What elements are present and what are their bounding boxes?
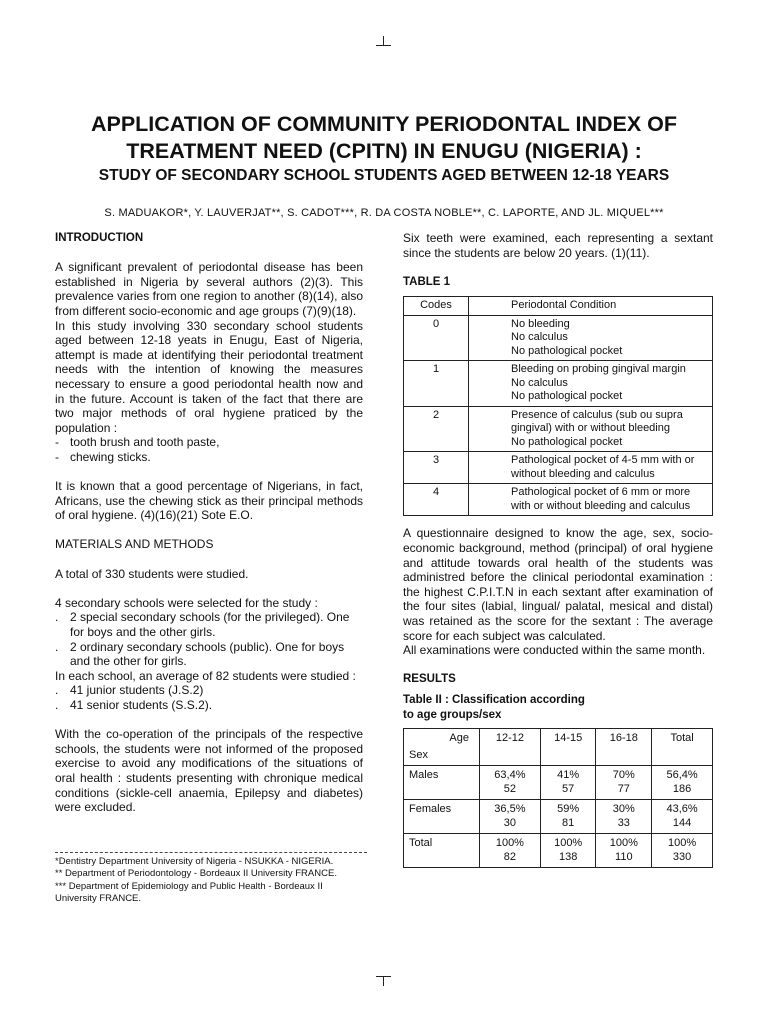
footnote-3: *** Department of Epidemiology and Public Health - Bordeaux II University FRANCE. [55,880,323,905]
table2 [403,728,713,868]
cell-percent: 56,4% [666,769,698,782]
crop-mark-top [383,36,384,46]
cell-count: 330 [672,850,692,863]
cell-percent: 100% [554,837,583,850]
table-cell [652,800,713,834]
table-row [404,766,713,800]
mm-paragraph-1: A total of 330 students were studied. [55,566,249,581]
list-bullet: . [55,698,59,712]
table-cell-code: 3 [404,452,469,484]
list-item [55,610,363,639]
footnote-2: ** Department of Periodontology - Bordeaux II University FRANCE. [55,868,337,880]
condition-line: No calculus [511,331,568,344]
table-row [404,834,713,868]
mm-paragraph-4: With the co-operation of the principals of the respective schools, the students were not informed of the proposed exercise to avoid any modifications of the situations of oral health : students presenting with chronique medical conditions (sickle-cell anaemia, Epilepsy and diabetes) were excluded. [55,727,363,815]
condition-line: Presence of calculus (sub ou supra [511,408,683,421]
table-cell [596,834,652,868]
results-heading: RESULTS [403,673,456,686]
mm-paragraph-2: 4 secondary schools were selected for the study : [55,595,318,610]
cell-count: 57 [562,782,575,795]
cell-percent: 43,6% [666,803,698,816]
table-row [404,406,713,452]
table-cell-condition [469,452,713,484]
list-bullet: . [55,610,59,625]
cell-count: 82 [503,850,517,863]
table-cell-condition [469,361,713,407]
list-bullet: . [55,683,59,698]
condition-line: No pathological pocket [511,344,623,357]
table-header-cell: Total [652,729,713,766]
list-item [55,640,363,669]
condition-line: Pathological pocket of 6 mm or more [511,486,691,499]
footnotes [55,852,367,906]
table-header-cell: 16-18 [596,729,652,766]
cell-count: 77 [617,782,630,795]
table-cell [540,800,596,834]
table-cell-code: 4 [404,484,469,516]
left-column [55,231,363,815]
condition-line: No calculus [511,376,568,389]
cell-percent: 100% [495,837,524,850]
table-cell [652,834,713,868]
materials-methods-heading: MATERIALS AND METHODS [55,537,214,552]
cell-percent: 100% [609,837,638,850]
cell-percent: 100% [668,837,697,850]
table-header-cell: Periodontal Condition [511,299,617,312]
method-tooth-brush: tooth brush and tooth paste, [70,435,220,450]
cell-percent: 63,4% [494,769,526,782]
condition-line: Bleeding on probing gingival margin [511,363,686,376]
table-cell [480,766,541,800]
list-bullet: - [55,449,59,464]
corner-sex-label: Sex [409,748,428,761]
table-cell [480,834,541,868]
table-cell-condition [469,484,713,516]
mm-paragraph-3: In each school, an average of 82 students were studied : [55,668,356,683]
table-cell-code: 2 [404,406,469,452]
condition-line: No pathological pocket [511,435,623,448]
right-column [403,231,713,868]
paper-subtitle: STUDY OF SECONDARY SCHOOL STUDENTS AGED BETWEEN 12-18 YEARS [98,167,670,184]
method-chewing-sticks: chewing sticks. [70,449,151,464]
table-row [404,800,713,834]
paper-title: APPLICATION OF COMMUNITY PERIODONTAL INDEX OF TREATMENT NEED (CPITN) IN ENUGU (NIGERIA) : [90,112,678,163]
table-cell [540,766,596,800]
table-cell-condition [469,315,713,361]
table-header-row [404,729,713,766]
intro-paragraph-1: A significant prevalent of periodontal disease has been established in Nigeria by several authors (2)(3). This prevalence varies from one region to another (8)(14), also from different socio-economic and age groups (7)(9)(18). [55,260,363,318]
table1 [403,296,713,516]
school-ordinary: 2 ordinary secondary schools (public). One for boys and the other for girls. [70,639,345,669]
list-item [55,450,363,465]
footnote-1: *Dentistry Department University of Nigeria - NSUKKA - NIGERIA. [55,856,334,867]
cell-count: 186 [672,782,692,795]
cell-count: 138 [558,850,578,863]
intro-paragraph-3: It is known that a good percentage of Nigerians, in fact, Africans, use the chewing stick as their principal methods of oral hygiene. (4)(16)(21) Sote E.O. [55,479,363,523]
crop-mark-bottom [383,976,384,986]
table2-title-line-2: to age groups/sex [403,708,502,721]
table-row [404,361,713,407]
group-senior: 41 senior students (S.S.2). [70,698,213,712]
group-junior: 41 junior students (J.S.2) [70,683,204,698]
table-header-cell: Codes [404,297,469,316]
intro-paragraph-2: In this study involving 330 secondary school students aged between 12-18 yeats in Enugu, East of Nigeria, attempt is made at identifying their periodontal treatment needs with the intention of knowing the measures necessary to ensure a good periodontal health now and in the future. Account is taken of the fact that there are two major methods of oral hygiene praticed by the population : [55,318,363,435]
right-paragraph-2: A questionnaire designed to know the age, sex, socio-economic background, method (principal) of oral hygiene and attitude towards oral health of the students was administred before the clinical periodontal examination : the highest C.P.I.T.N in each sextant after examination of the four sites (labial, lingual/ palatal, mesical and distal) was retained as the score for the sextant : The average score for each subject was calculated. [403,526,713,643]
cell-percent: 59% [557,803,580,816]
corner-age-label: Age [449,732,469,745]
list-item [55,698,363,713]
cell-percent: 70% [612,769,635,782]
table-row [404,315,713,361]
table-row-label: Total [404,834,480,868]
table-corner-cell [404,729,480,766]
table-row-label: Males [404,766,480,800]
school-special: 2 special secondary schools (for the privileged). One for boys and the other girls. [70,610,350,640]
cell-percent: 30% [612,803,635,816]
introduction-heading: INTRODUCTION [55,232,144,244]
table-cell [480,800,541,834]
table-row [404,484,713,516]
cell-percent: 41% [557,769,580,782]
cell-count: 110 [615,850,633,863]
condition-line: gingival) with or without bleeding [511,422,670,435]
table-header-cell: 12-12 [480,729,541,766]
table-cell [596,766,652,800]
table1-title: TABLE 1 [403,275,451,288]
list-item [55,435,363,450]
list-bullet: . [55,639,59,654]
table2-title-line-1: Table II : Classification according [403,693,585,706]
table-header-cell: 14-15 [540,729,596,766]
table-cell [652,766,713,800]
condition-line: No pathological pocket [511,390,623,403]
table-row-label: Females [404,800,480,834]
condition-line: with or without bleeding and calculus [511,499,691,512]
table-cell [596,800,652,834]
condition-line: without bleeding and calculus [511,467,655,480]
right-paragraph-3: All examinations were conducted within the same month. [403,643,706,658]
cell-count: 30 [503,816,517,829]
table-cell-condition [469,406,713,452]
table-row [404,452,713,484]
cell-count: 144 [672,816,692,829]
list-bullet: - [55,435,59,450]
table-header-row [404,297,713,316]
table-cell [540,834,596,868]
condition-line: Pathological pocket of 4-5 mm with or [511,454,695,467]
author-list: S. MADUAKOR*, Y. LAUVERJAT**, S. CADOT***, R. DA COSTA NOBLE**, C. LAPORTE, AND JL. MIQUEL*** [104,207,664,219]
cell-count: 81 [562,816,575,829]
right-paragraph-1: Six teeth were examined, each representing a sextant since the students are below 20 years. (1)(11). [403,231,713,260]
table-cell-code: 0 [404,315,469,361]
condition-line: No bleeding [511,317,570,330]
cell-count: 33 [617,816,630,829]
table-cell-code: 1 [404,361,469,407]
list-item [55,683,363,698]
cell-percent: 36,5% [494,803,526,816]
cell-count: 52 [503,782,517,795]
